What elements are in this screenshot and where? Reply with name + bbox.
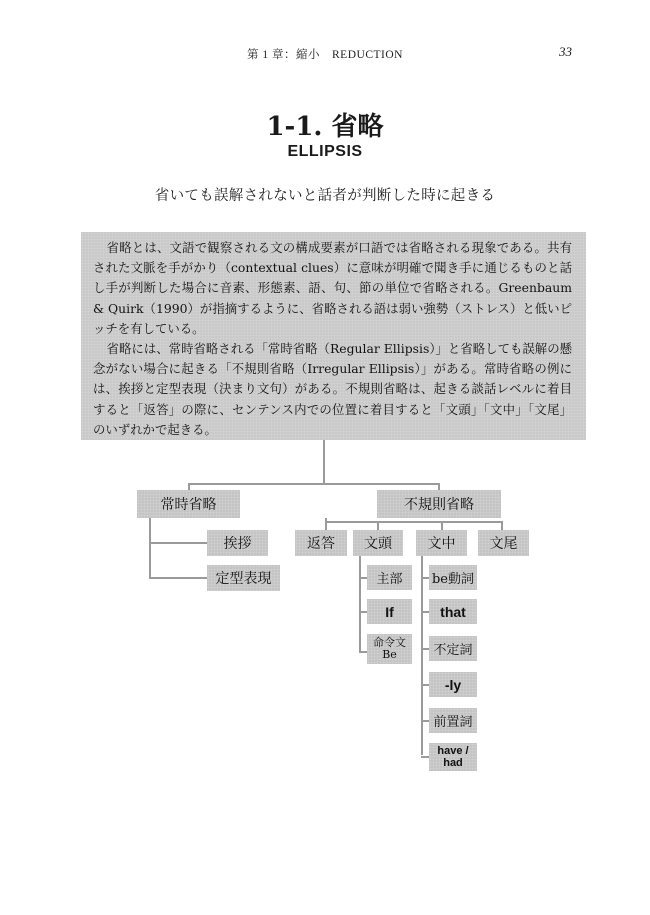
connector-line — [421, 720, 429, 722]
connector-line — [421, 684, 429, 686]
page-number: 33 — [559, 44, 572, 59]
connector-line — [149, 577, 207, 579]
connector-line — [421, 648, 429, 650]
node-imperative-line1: 命令文 — [373, 636, 406, 649]
connector-line — [149, 518, 151, 578]
node-be-verb: be動詞 — [429, 565, 477, 590]
section-title: 1-1. 省略 — [266, 112, 384, 142]
node-have-line2: had — [443, 757, 463, 769]
node-regular-ellipsis: 常時省略 — [137, 490, 240, 518]
node-set-phrase: 定型表現 — [207, 565, 280, 591]
node-if: If — [367, 599, 412, 624]
explanation-paragraph-1: 省略とは、文語で観察される文の構成要素が口語では省略される現象である。共有された文脈を手がかり（contextual clues）に意味が明確で聞き手に通じるものと話し手が判断した場合に音素、形態素、語、句、節の単位で省略される。Greenbaum & Quirk（1990）が指摘するように、省略される語は弱い強勢（ストレス）と低いピッチを有している。 — [93, 240, 572, 336]
connector-line — [421, 756, 429, 758]
connector-line — [501, 521, 503, 530]
connector-line — [377, 521, 379, 530]
node-that: that — [429, 599, 477, 624]
connector-line — [149, 542, 207, 544]
connector-line — [359, 611, 367, 613]
node-ly: -ly — [429, 672, 477, 697]
running-head: 第 1 章：縮小 REDUCTION — [247, 49, 403, 61]
node-irregular-ellipsis: 不規則省略 — [377, 490, 501, 518]
connector-line — [323, 440, 325, 484]
connector-line — [421, 611, 429, 613]
node-have-had — [429, 743, 477, 771]
explanation-box — [81, 232, 586, 440]
node-preposition: 前置詞 — [429, 708, 477, 733]
node-greeting: 挨拶 — [207, 530, 268, 556]
node-reply: 返答 — [295, 530, 347, 556]
connector-line — [325, 521, 503, 523]
node-have-line1: have / — [437, 745, 469, 757]
section-title-english: ELLIPSIS — [287, 143, 363, 160]
node-imperative-line2: Be — [382, 648, 397, 661]
explanation-paragraph-2: 省略には、常時省略される「常時省略（Regular Ellipsis）」と省略しても誤解の懸念がない場合に起きる「不規則省略（Irregular Ellipsis）」がある。常時省略の例には、挨拶と定型表現（決まり文句）がある。不規則省略は、起きる談話レベルに着目すると「返答」の際に、センテンス内での位置に着目すると「文頭」「文中」「文尾」のいずれかで起きる。 — [93, 341, 572, 437]
node-subject: 主部 — [367, 565, 412, 590]
connector-line — [359, 651, 367, 653]
node-sentence-final: 文尾 — [478, 530, 529, 556]
connector-line — [188, 483, 440, 485]
node-sentence-medial: 文中 — [416, 530, 467, 556]
connector-line — [421, 555, 423, 755]
connector-line — [421, 577, 429, 579]
connector-line — [441, 521, 443, 530]
connector-line — [359, 577, 367, 579]
node-infinitive: 不定詞 — [429, 636, 477, 661]
connector-line — [325, 518, 327, 530]
node-imperative-be — [367, 634, 412, 664]
connector-line — [359, 555, 361, 653]
node-sentence-initial: 文頭 — [353, 530, 403, 556]
section-tagline: 省いても誤解されないと話者が判断した時に起きる — [154, 188, 496, 204]
